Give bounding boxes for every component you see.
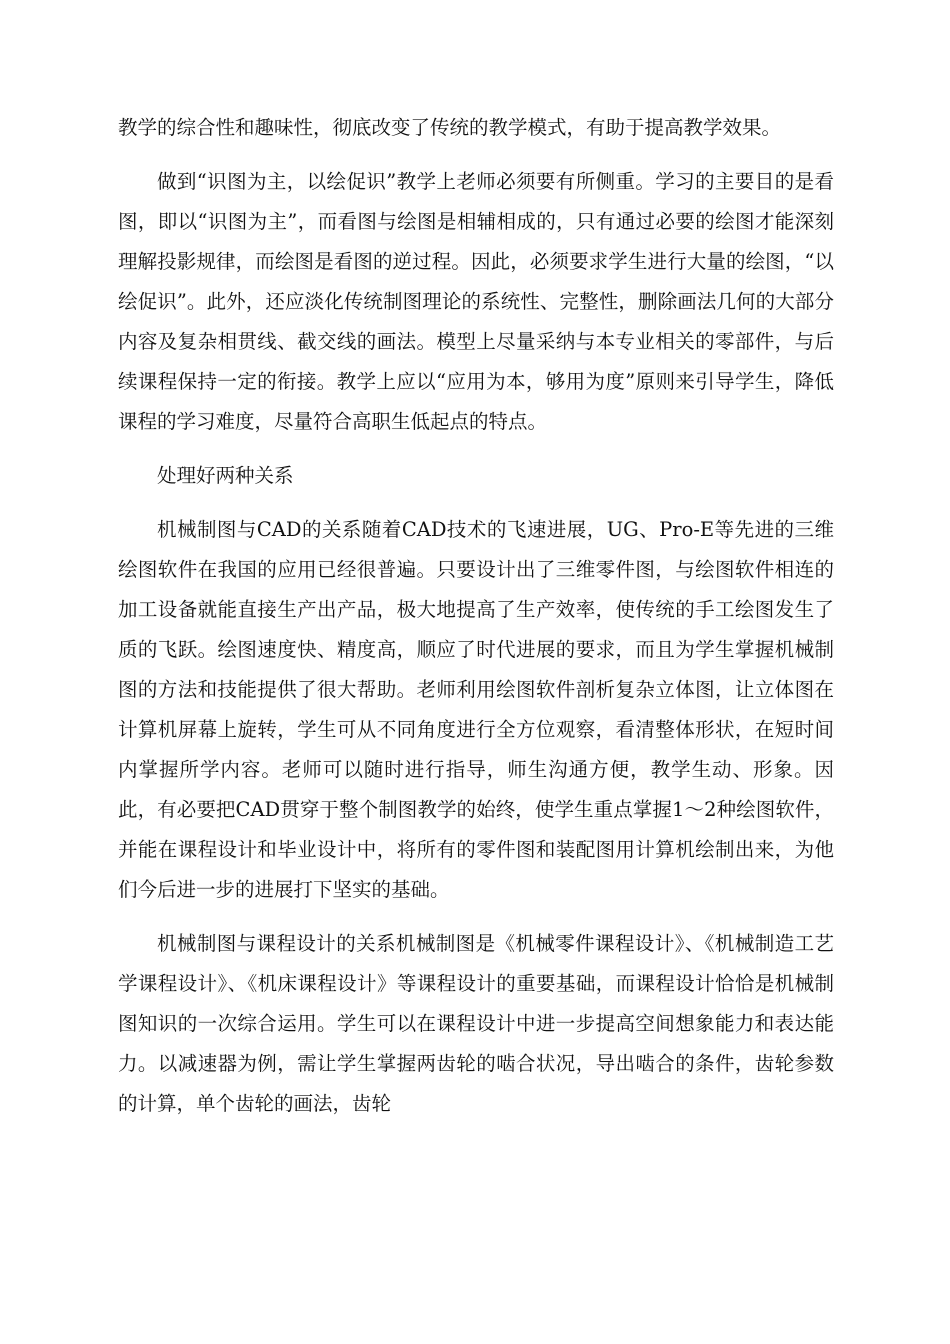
document-body: [118, 108, 834, 1138]
section-heading: 处理好两种关系: [157, 464, 294, 487]
paragraph-drawing-and-course-design: 机械制图与课程设计的关系机械制图是《机械零件课程设计》、《机械制造工艺学课程设计》、《机床课程设计》等课程设计的重要基础，而课程设计恰恰是机械制图知识的一次综合运用。学生可以在课程设计中进一步提高空间想象能力和表达能力。以减速器为例，需让学生掌握两齿轮的啮合状况，导出啮合的条件，齿轮参数的计算，单个齿轮的画法，齿轮: [118, 932, 834, 1115]
paragraph-continuation: 教学的综合性和趣味性，彻底改变了传统的教学模式，有助于提高教学效果。: [118, 116, 782, 139]
paragraph-drawing-and-cad: 机械制图与CAD的关系随着CAD技术的飞速进展，UG、Pro-E等先进的三维绘图软件在我国的应用已经很普遍。只要设计出了三维零件图，与绘图软件相连的加工设备就能直接生产出产品，极大地提高了生产效率，使传统的手工绘图发生了质的飞跃。绘图速度快、精度高，顺应了时代进展的要求，而且为学生掌握机械制图的方法和技能提供了很大帮助。老师利用绘图软件剖析复杂立体图，让立体图在计算机屏幕上旋转，学生可从不同角度进行全方位观察，看清整体形状，在短时间内掌握所学内容。老师可以随时进行指导，师生沟通方便，教学生动、形象。因此，有必要把CAD贯穿于整个制图教学的始终，使学生重点掌握1～2种绘图软件，并能在课程设计和毕业设计中，将所有的零件图和装配图用计算机绘制出来，为他们今后进一步的进展打下坚实的基础。: [118, 518, 834, 901]
paragraph-reading-drawing: 做到“识图为主，以绘促识”教学上老师必须要有所侧重。学习的主要目的是看图，即以“识图为主”，而看图与绘图是相辅相成的，只有通过必要的绘图才能深刻理解投影规律，而绘图是看图的逆过程。因此，必须要求学生进行大量的绘图，“以绘促识”。此外，还应淡化传统制图理论的系统性、完整性，删除画法几何的大部分内容及复杂相贯线、截交线的画法。模型上尽量采纳与本专业相关的零部件，与后续课程保持一定的衔接。教学上应以“应用为本，够用为度”原则来引导学生，降低课程的学习难度，尽量符合高职生低起点的特点。: [118, 170, 834, 433]
